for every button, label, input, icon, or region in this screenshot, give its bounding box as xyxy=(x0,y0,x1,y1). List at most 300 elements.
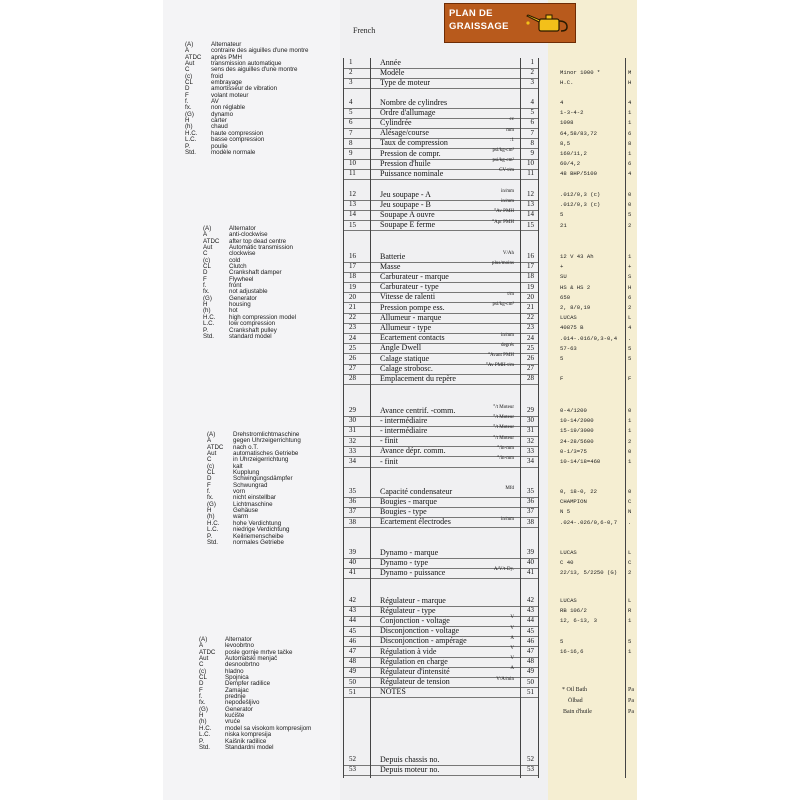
row-number-right: 10 xyxy=(527,159,534,168)
glossary-abbrev: C xyxy=(185,66,190,74)
spec-row xyxy=(343,497,538,508)
next-column-value: L xyxy=(628,549,632,556)
values-column-divider xyxy=(625,58,626,778)
row-unit: °/in-mm xyxy=(497,456,514,461)
glossary-abbrev: H.C. xyxy=(185,129,198,137)
glossary-meaning: vorn xyxy=(233,488,246,496)
glossary-meaning: Spojnica xyxy=(225,674,249,682)
glossary-abbrev: D xyxy=(203,269,208,277)
row-unit: °/t Moteur xyxy=(493,415,514,421)
row-unit: :1 xyxy=(510,137,514,143)
next-column-value: 1 xyxy=(628,427,632,435)
glossary-abbrev: ATDC xyxy=(199,648,216,656)
spec-row xyxy=(343,548,538,559)
row-unit: °Av PMH-t/m xyxy=(485,363,514,369)
row-number: 32 xyxy=(349,436,356,445)
glossary-meaning: Automatski menjač xyxy=(225,655,278,663)
glossary-meaning: Drehstromlichtmaschine xyxy=(233,431,300,438)
glossary-meaning: niska kompresija xyxy=(225,731,272,739)
spec-value: 8,5 xyxy=(560,139,571,147)
row-unit: A xyxy=(510,635,514,641)
row-number-right: 44 xyxy=(527,616,534,625)
spec-value: LUCAS xyxy=(560,549,577,556)
row-label: Soupape E ferme xyxy=(380,220,436,230)
glossary-abbrev: A xyxy=(199,642,204,650)
glossary-abbrev: f. xyxy=(207,488,211,496)
spec-value: 40875 B xyxy=(560,324,584,332)
glossary-abbrev: fx. xyxy=(203,288,210,296)
row-number-right: 34 xyxy=(527,457,534,465)
glossary-meaning: Generator xyxy=(229,294,257,302)
glossary-abbrev: Aut xyxy=(199,655,209,663)
glossary-meaning: automatisches Getriebe xyxy=(233,450,299,458)
row-label: Masse xyxy=(380,261,401,271)
row-number: 30 xyxy=(349,416,356,425)
next-column-value: 5 xyxy=(628,637,632,645)
row-label: Carburateur - marque xyxy=(380,271,449,281)
row-number-right: 38 xyxy=(527,517,534,526)
spec-value: 12 V 43 Ah xyxy=(560,253,594,260)
next-column-value: N xyxy=(628,508,632,516)
next-column-value: H xyxy=(628,79,632,87)
spec-value: + xyxy=(560,263,564,271)
row-number: 42 xyxy=(349,596,356,604)
glossary-abbrev: A xyxy=(207,437,212,445)
spec-row xyxy=(343,487,538,498)
next-column-value: 5 xyxy=(628,211,632,219)
spec-row xyxy=(343,596,538,607)
row-label: Année xyxy=(380,57,401,67)
glossary-meaning: vruće xyxy=(225,718,241,726)
spec-value: F xyxy=(560,375,564,383)
spec-value: .014-.016/0,3-0,4 xyxy=(560,334,618,342)
glossary-abbrev: P. xyxy=(199,737,205,745)
glossary-abbrev: D xyxy=(207,475,212,483)
glossary-abbrev: H xyxy=(203,301,208,309)
row-number-right: 12 xyxy=(527,190,534,198)
spec-row xyxy=(343,688,538,699)
glossary-meaning: normales Getriebe xyxy=(233,538,284,546)
row-label: Puissance nominale xyxy=(380,168,444,178)
row-number: 17 xyxy=(349,262,356,271)
footnote-cut-2: Pa xyxy=(628,698,634,704)
row-label: Batterie xyxy=(380,251,406,261)
row-label: Allumeur - type xyxy=(380,322,432,332)
row-unit: °/t Moteur xyxy=(493,405,514,410)
row-unit: V/A/min xyxy=(496,676,514,682)
row-number-right: 31 xyxy=(527,426,534,435)
next-column-value: 1 xyxy=(628,253,632,260)
spec-row xyxy=(343,765,538,776)
glossary-meaning: clockwise xyxy=(229,250,256,258)
glossary-meaning: Keilriemenscheibe xyxy=(233,532,284,540)
glossary-meaning: Automatic transmission xyxy=(229,244,293,252)
row-number: 33 xyxy=(349,446,356,455)
glossary-abbrev: (c) xyxy=(199,667,207,675)
next-column-value: L xyxy=(628,314,632,322)
spec-row xyxy=(343,457,538,468)
glossary-meaning: Schwingungsdämpfer xyxy=(233,475,293,483)
glossary-meaning: levoobrtno xyxy=(225,642,254,650)
row-number: 16 xyxy=(349,252,356,260)
glossary-meaning: Generator xyxy=(225,705,253,713)
spec-value: 15-19/3000 xyxy=(560,427,594,435)
row-number: 53 xyxy=(349,765,356,774)
spec-value: 64,58/83,72 xyxy=(560,129,597,137)
row-number-right: 32 xyxy=(527,436,534,445)
row-number: 22 xyxy=(349,313,356,322)
row-number-right: 27 xyxy=(527,364,534,373)
row-number-right: 23 xyxy=(527,323,534,332)
next-column-value: 2 xyxy=(628,569,632,577)
footnote-bain-huile: Bain d'huile xyxy=(563,709,592,715)
glossary-meaning: Alternator xyxy=(229,225,256,232)
row-number-right: 53 xyxy=(527,765,534,774)
badge-line1: PLAN DE xyxy=(449,8,493,19)
glossary-abbrev: (A) xyxy=(203,225,212,232)
glossary-abbrev: L.C. xyxy=(207,526,219,534)
spec-value: 2, 8/0,19 xyxy=(560,304,591,311)
row-number-right: 7 xyxy=(530,128,534,137)
row-label: Ecartement contacts xyxy=(380,333,445,343)
glossary-abbrev: C xyxy=(207,456,212,464)
row-unit: A xyxy=(510,666,514,672)
glossary-meaning: housing xyxy=(229,301,251,309)
spec-value: 57-63 xyxy=(560,344,577,352)
glossary-abbrev: (h) xyxy=(199,718,207,726)
next-column-value: F xyxy=(628,375,632,383)
glossary-abbrev: fx. xyxy=(199,699,206,707)
spec-value: N 5 xyxy=(560,508,571,516)
spec-value: SU xyxy=(560,273,567,281)
glossary-abbrev: C xyxy=(203,250,208,258)
row-number-right: 39 xyxy=(527,548,534,556)
spec-value: Minor 1000 * xyxy=(560,69,601,77)
row-label: NOTES xyxy=(380,687,406,697)
glossary-block xyxy=(185,42,309,156)
spec-value: .024-.026/0,6-0,7 xyxy=(560,518,618,526)
row-label: Taux de compression xyxy=(380,138,448,148)
row-label: - intermédiaire xyxy=(380,415,428,425)
spec-value: 0-4/1200 xyxy=(560,407,587,414)
lubrication-plan-badge[interactable] xyxy=(444,3,576,43)
next-column-value: + xyxy=(628,263,632,271)
row-label: Soupape A ouvre xyxy=(380,209,435,219)
glossary-meaning: hohe Verdichtung xyxy=(233,519,282,527)
spec-row xyxy=(343,374,538,385)
row-number: 19 xyxy=(349,282,356,291)
spec-row xyxy=(343,518,538,529)
table-left-border xyxy=(343,58,344,778)
row-number: 44 xyxy=(349,616,356,625)
row-label: Calage strobosc. xyxy=(380,363,433,373)
spec-value: 60/4,2 xyxy=(560,160,581,168)
next-column-value: 0 xyxy=(628,407,632,414)
glossary-abbrev: (c) xyxy=(207,462,215,470)
next-column-value: 1 xyxy=(628,617,632,625)
row-number: 24 xyxy=(349,333,356,342)
row-label: Emplacement du repère xyxy=(380,373,456,383)
glossary-abbrev: F xyxy=(203,275,207,283)
row-number: 10 xyxy=(349,159,356,168)
row-label: Régulateur - type xyxy=(380,605,436,615)
spec-value: C 40 xyxy=(560,559,574,567)
next-column-value: 6 xyxy=(628,293,632,301)
row-label: Bougies - marque xyxy=(380,496,437,506)
glossary-abbrev: L.C. xyxy=(185,136,197,144)
glossary-meaning: haute compression xyxy=(211,129,264,137)
row-label: Cylindrée xyxy=(380,117,412,127)
row-label: Allumeur - marque xyxy=(380,312,442,322)
row-number: 8 xyxy=(349,138,353,147)
row-label: Capacité condensateur xyxy=(380,486,453,496)
row-number-right: 25 xyxy=(527,343,534,352)
spec-value: .012/0,3 (c) xyxy=(560,191,601,198)
spec-value: 5 xyxy=(560,637,564,645)
glossary-abbrev: (c) xyxy=(185,72,193,80)
glossary-abbrev: CL xyxy=(203,263,211,271)
spec-value: 1098 xyxy=(560,119,574,127)
spec-row xyxy=(343,78,538,89)
row-number: 46 xyxy=(349,636,356,645)
glossary-meaning: hot xyxy=(229,307,238,315)
glossary-meaning: Alternator xyxy=(225,636,252,643)
footnote-cut-3: Pa xyxy=(628,709,634,715)
row-number-right: 5 xyxy=(530,108,534,117)
row-label: Pression de compr. xyxy=(380,148,441,158)
next-column-value: 6 xyxy=(628,129,632,137)
spec-value: RB 106/2 xyxy=(560,607,587,615)
row-label: Dynamo - type xyxy=(380,557,428,567)
glossary-meaning: not adjustable xyxy=(229,288,268,296)
glossary-meaning: non réglable xyxy=(211,104,246,112)
glossary-meaning: standard model xyxy=(229,332,272,340)
row-label: Jeu soupape - B xyxy=(380,199,431,209)
row-number: 43 xyxy=(349,606,356,615)
glossary-abbrev: CL xyxy=(207,469,215,477)
next-column-value: 4 xyxy=(628,324,632,332)
row-unit: degrés xyxy=(500,342,514,348)
spec-value: 24-28/5600 xyxy=(560,437,594,445)
row-number-right: 4 xyxy=(530,98,534,106)
next-column-value: S xyxy=(628,273,632,281)
glossary-meaning: dynamo xyxy=(211,110,234,118)
glossary-meaning: amortisseur de vibration xyxy=(211,85,278,93)
glossary-meaning: Standardni model xyxy=(225,743,274,751)
row-label: Jeu soupape - A xyxy=(380,189,431,199)
row-number: 4 xyxy=(349,98,353,106)
glossary-meaning: Lichtmaschine xyxy=(233,500,273,508)
glossary-meaning: Schwungrad xyxy=(233,481,268,489)
next-column-value: L xyxy=(628,597,632,604)
spec-value: 10-14/2000 xyxy=(560,417,594,425)
glossary-abbrev: (c) xyxy=(203,256,211,264)
next-column-value: 8 xyxy=(628,139,632,147)
row-number-right: 50 xyxy=(527,677,534,686)
row-unit: V xyxy=(510,625,514,631)
row-number-right: 47 xyxy=(527,647,534,655)
row-unit: Mfd xyxy=(505,486,514,491)
row-unit: cc xyxy=(509,117,514,123)
glossary-abbrev: (A) xyxy=(207,431,216,438)
row-number: 1 xyxy=(349,58,353,66)
glossary-abbrev: ATDC xyxy=(203,237,220,245)
row-number: 20 xyxy=(349,292,356,301)
glossary-abbrev: (h) xyxy=(203,307,211,315)
glossary-meaning: gegen Uhrzeigerrichtung xyxy=(233,437,301,445)
row-number-right: 49 xyxy=(527,667,534,676)
row-number-right: 33 xyxy=(527,446,534,455)
next-column-value: 0 xyxy=(628,488,632,495)
table-right-divider xyxy=(520,58,521,778)
glossary-meaning: sens des aiguilles d'une montre xyxy=(211,66,298,74)
row-label: Pression d'huile xyxy=(380,158,431,168)
row-number: 39 xyxy=(349,548,356,556)
row-number-right: 13 xyxy=(527,200,534,209)
row-label: Dynamo - puissance xyxy=(380,567,446,577)
glossary-abbrev: Aut xyxy=(203,244,213,252)
row-number-right: 22 xyxy=(527,313,534,322)
row-number: 14 xyxy=(349,210,356,219)
row-number: 37 xyxy=(349,507,356,516)
glossary-abbrev: A xyxy=(185,47,190,55)
spec-value: H.C. xyxy=(560,79,574,87)
glossary-abbrev: f. xyxy=(203,282,207,290)
row-number-right: 18 xyxy=(527,272,534,281)
spec-value: 48 BHP/5100 xyxy=(560,170,597,178)
glossary-row xyxy=(199,745,311,751)
row-number: 35 xyxy=(349,487,356,495)
glossary-meaning: carter xyxy=(211,117,227,125)
glossary-abbrev: P. xyxy=(203,326,209,334)
row-number-right: 11 xyxy=(527,169,534,178)
row-number-right: 45 xyxy=(527,626,534,635)
row-number-right: 52 xyxy=(527,755,534,763)
glossary-abbrev: F xyxy=(207,481,211,489)
spec-value: 5 xyxy=(560,355,564,362)
row-number: 49 xyxy=(349,667,356,676)
spec-row xyxy=(343,678,538,689)
row-label: Régulateur - marque xyxy=(380,595,446,605)
glossary-meaning: Kaišnik radilice xyxy=(225,737,267,745)
row-number-right: 9 xyxy=(530,149,534,157)
glossary-meaning: in Uhrzeigerrichtung xyxy=(233,456,289,464)
row-number-right: 28 xyxy=(527,374,534,383)
spec-value: 1-3-4-2 xyxy=(560,109,584,117)
row-number: 27 xyxy=(349,364,356,373)
row-number-right: 19 xyxy=(527,282,534,291)
row-unit: A/V/t-Dy. xyxy=(493,567,514,573)
glossary-abbrev: fx. xyxy=(207,494,214,502)
row-number: 47 xyxy=(349,647,356,655)
row-number: 9 xyxy=(349,149,353,157)
glossary-meaning: nach o.T. xyxy=(233,443,259,451)
badge-line3: GRAISSAGE xyxy=(449,21,509,32)
glossary-abbrev: f. xyxy=(199,693,203,701)
row-label: - intermédiaire xyxy=(380,425,428,435)
next-column-value: 1 xyxy=(628,119,632,127)
row-number-right: 30 xyxy=(527,416,534,425)
glossary-meaning: embrayage xyxy=(211,79,242,87)
glossary-abbrev: H xyxy=(207,507,212,515)
glossary-abbrev: H.C. xyxy=(207,519,220,527)
glossary-abbrev: Std. xyxy=(203,332,215,340)
glossary-meaning: Kupplung xyxy=(233,469,260,477)
row-number: 50 xyxy=(349,677,356,686)
glossary-meaning: Alternateur xyxy=(211,41,242,48)
row-label: - finit xyxy=(380,436,398,446)
spec-value: 0, 18-0, 22 xyxy=(560,488,597,495)
next-column-value: C xyxy=(628,498,632,506)
row-unit: mm xyxy=(506,127,514,133)
table-right-border xyxy=(538,58,539,778)
row-number: 38 xyxy=(349,517,356,526)
row-unit: V/Ah xyxy=(502,251,514,256)
spec-value: 650 xyxy=(560,293,571,301)
glossary-meaning: prednje xyxy=(225,693,246,701)
glossary-row xyxy=(185,150,309,156)
row-unit: psi/kg-cm² xyxy=(492,302,514,307)
oil-can-icon xyxy=(525,9,571,37)
row-label: Ordre d'allumage xyxy=(380,107,436,117)
spec-value: CHAMPION xyxy=(560,498,587,506)
row-number-right: 2 xyxy=(530,68,534,77)
glossary-abbrev: F xyxy=(199,686,203,694)
row-number: 11 xyxy=(349,169,356,178)
glossary-abbrev: L.C. xyxy=(203,320,215,328)
row-number-right: 46 xyxy=(527,636,534,645)
glossary-row xyxy=(203,334,296,340)
next-column-value: M xyxy=(628,69,632,77)
glossary-abbrev: (h) xyxy=(207,513,215,521)
row-number: 12 xyxy=(349,190,356,198)
row-unit: °/t Moteur xyxy=(493,425,514,431)
next-column-value: 0 xyxy=(628,201,632,209)
row-unit: °Avant PMH xyxy=(488,353,514,358)
glossary-block xyxy=(207,432,301,546)
glossary-meaning: froid xyxy=(211,72,224,80)
spec-value: HS & HS 2 xyxy=(560,283,591,291)
glossary-meaning: desnoobrtno xyxy=(225,661,260,669)
row-number: 23 xyxy=(349,323,356,332)
row-number-right: 41 xyxy=(527,568,534,577)
glossary-abbrev: Aut xyxy=(185,60,195,68)
row-label: Modèle xyxy=(380,67,405,77)
row-label: Ecartement électrodes xyxy=(380,517,451,527)
row-number-right: 43 xyxy=(527,606,534,615)
next-column-value: H xyxy=(628,283,632,291)
glossary-meaning: Crankshaft damper xyxy=(229,269,282,277)
next-column-value: 2 xyxy=(628,304,632,311)
glossary-abbrev: (G) xyxy=(203,294,212,302)
glossary-abbrev: CL xyxy=(199,674,207,682)
row-number: 48 xyxy=(349,657,356,666)
glossary-abbrev: fx. xyxy=(185,104,192,112)
glossary-abbrev: (h) xyxy=(185,123,193,131)
row-number-right: 16 xyxy=(527,252,534,260)
glossary-meaning: kućište xyxy=(225,712,245,720)
row-label: Depuis moteur no. xyxy=(380,764,440,774)
glossary-meaning: basse compression xyxy=(211,136,265,144)
glossary-abbrev: (G) xyxy=(207,500,216,508)
spec-value: 0-1/3=75 xyxy=(560,447,587,455)
glossary-abbrev: Aut xyxy=(207,450,217,458)
glossary-abbrev: F xyxy=(185,91,189,99)
next-column-value: 5 xyxy=(628,344,632,352)
row-number-right: 15 xyxy=(527,220,534,229)
row-number: 52 xyxy=(349,755,356,763)
glossary-meaning: volant moteur xyxy=(211,91,249,99)
